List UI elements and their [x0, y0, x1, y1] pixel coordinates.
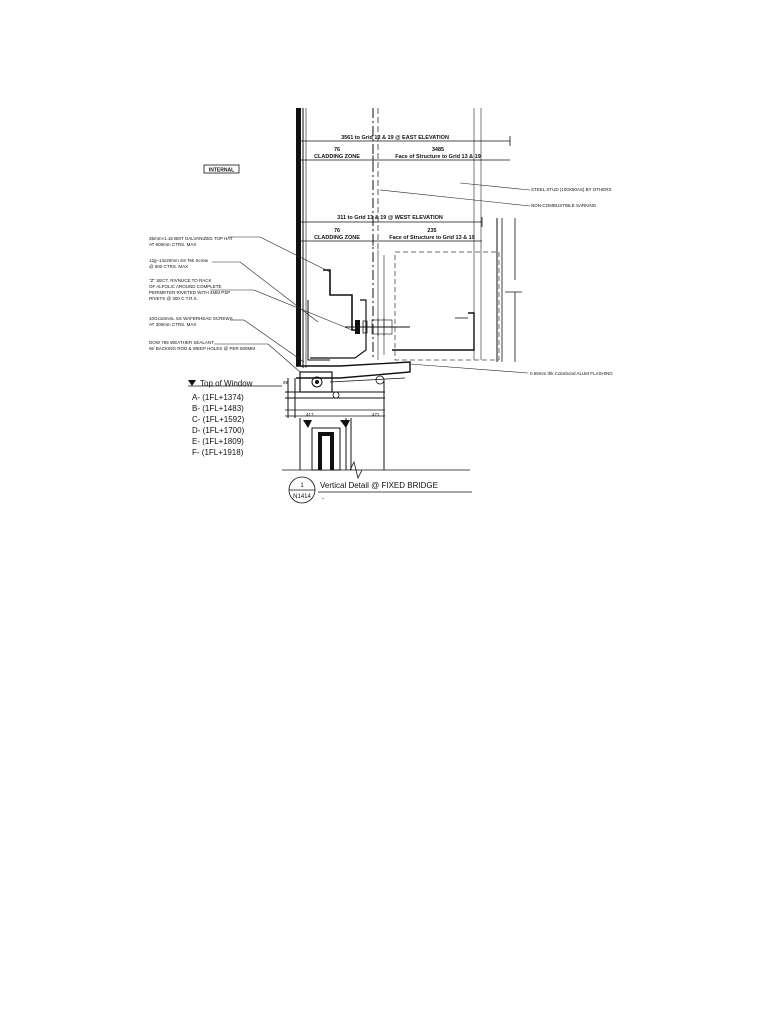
detail-subtitle: - — [322, 496, 324, 502]
east-structure-label: Face of Structure to Grid 13 & 19 — [395, 154, 481, 160]
callout-steel-stud: STEEL STUD (100X50AS) BY OTHERS — [531, 187, 612, 192]
west-dimensions — [300, 215, 482, 246]
callout-tek-screw-2: @ 600 CTRS. MAX — [149, 264, 189, 269]
dim-right: 471 — [372, 412, 380, 417]
detail-number: 1 — [300, 483, 304, 489]
callout-wafer-screws-2: AT 300mm CTRS. MAX — [149, 322, 197, 327]
top-of-window-label: Top of Window — [200, 379, 253, 388]
level-c: C- (1FL+1592) — [192, 415, 245, 424]
level-f: F- (1FL+1918) — [192, 448, 244, 457]
detail-title — [289, 477, 472, 503]
west-cladding-value: 76 — [333, 228, 341, 234]
level-d: D- (1FL+1700) — [192, 426, 245, 435]
dim-left: 95 — [283, 380, 289, 385]
callout-z-sect-2: OF ALFOLIC AROUND COMPLETE — [149, 284, 222, 289]
callout-top-hat-1: 35mm×1.15 BMT GALVANIZED TOP HAT — [149, 236, 233, 241]
window-frame — [282, 372, 470, 478]
callout-sarking: NON-COMBUSTIBLE SARKING — [531, 203, 597, 208]
west-total-dim: 311 to Grid 13 & 19 @ WEST ELEVATION — [337, 215, 443, 221]
east-structure-value: 3485 — [431, 147, 445, 153]
east-cladding-value: 76 — [333, 147, 341, 153]
callout-z-sect-4: RIVETS @ 300 C.T.R.S. — [149, 296, 198, 301]
level-marker-icon — [188, 380, 196, 386]
cladding-wall — [296, 108, 306, 368]
east-cladding-label: CLADDING ZONE — [314, 154, 360, 160]
dim-mid: 417 — [306, 412, 314, 417]
level-e: E- (1FL+1809) — [192, 437, 244, 446]
callout-sealant-2: W/ BACKING ROD & WEEP HOLES @ PER 600MM — [149, 346, 256, 351]
callout-top-hat-2: AT 600mm CTRS. MAX — [149, 242, 197, 247]
callout-z-sect-1: "Z" SECT. RIVNUCE TO RACK — [149, 278, 212, 283]
callout-flashing: 0.55mm thk Colorbond ALUM FLASHING — [530, 371, 613, 376]
callout-z-sect-3: PERIMETER RIVETED WITH 4MM PSP — [149, 290, 231, 295]
west-structure-value: 235 — [427, 228, 437, 234]
callout-tek-screw-1: 12g–14x20mm SS Tek Screw — [149, 258, 208, 263]
internal-tag — [204, 165, 239, 174]
level-a: A- (1FL+1374) — [192, 393, 244, 402]
east-total-dim: 3561 to Grid 13 & 19 @ EAST ELEVATION — [341, 135, 449, 141]
detail-sheet: N1414 — [293, 494, 311, 500]
west-structure-label: Face of Structure to Grid 13 & 19 — [389, 235, 475, 241]
callout-sealant-1: DOW 795 WEATHER SEALANT — [149, 340, 214, 345]
left-callouts — [149, 236, 352, 372]
west-cladding-label: CLADDING ZONE — [314, 235, 360, 241]
grid-lines — [373, 108, 481, 360]
window-heights-schedule — [188, 379, 282, 457]
east-dimensions — [300, 135, 510, 165]
callout-wafer-screws-1: 10Gx16mmL SS WAFERHEAD SCREWS — [149, 316, 233, 321]
detail-title-text: Vertical Detail @ FIXED BRIDGE — [320, 481, 438, 490]
internal-tag-text: INTERNAL — [208, 167, 235, 174]
level-b: B- (1FL+1483) — [192, 404, 244, 413]
